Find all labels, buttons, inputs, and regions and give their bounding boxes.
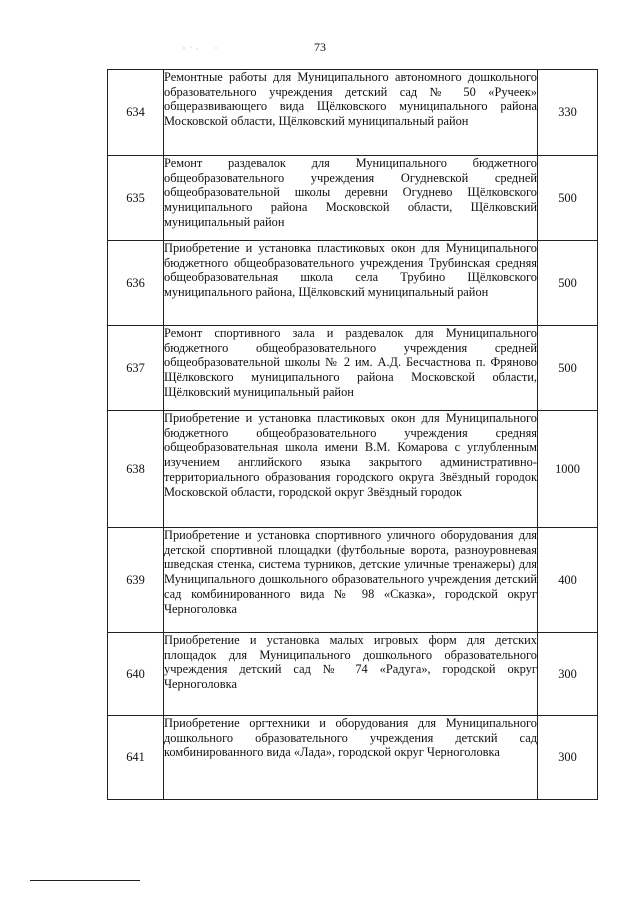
row-description: Ремонт раздевалок для Муниципального бюджетного общеобразовательного учреждения Огудневской средней общеобразовательной школы деревни Огуднево Щёлковского муниципального района Московской области, Щёлковский муниципальный район: [164, 156, 538, 241]
row-description: Ремонтные работы для Муниципального автономного дошкольного образовательного учреждения детский сад № 50 «Ручеек» общеразвивающего вида Щёлковского муниципального района Московской области, Щёлковский муниципальный район: [164, 70, 538, 156]
row-number: 638: [108, 411, 164, 528]
row-description: Приобретение и установка пластиковых окон для Муниципального бюджетного общеобразовательного учреждения Трубинская средняя общеобразовательная школа села Трубино Щёлковского муниципального района, Щёлковский муниципальный район: [164, 241, 538, 326]
row-description: Приобретение и установка пластиковых окон для Муниципального бюджетного общеобразовательного учреждения средняя общеобразовательная школа имени В.М. Комарова с углубленным изучением английского языка закрытого административно-территориального образования городского округа Звёздный городок Московской области, городской округ Звёздный городок: [164, 411, 538, 528]
table-row: [108, 716, 598, 800]
page-number: 73: [314, 40, 326, 54]
row-number: 641: [108, 716, 164, 800]
row-number: 639: [108, 528, 164, 633]
table-row: [108, 241, 598, 326]
footnote-separator: [30, 880, 140, 881]
table-row: [108, 411, 598, 528]
table-row: [108, 633, 598, 716]
row-number: 640: [108, 633, 164, 716]
row-amount: 400: [538, 528, 598, 633]
row-number: 636: [108, 241, 164, 326]
table-row: [108, 326, 598, 411]
row-number: 637: [108, 326, 164, 411]
row-description: Приобретение оргтехники и оборудования для Муниципального дошкольного образовательного учреждения детский сад комбинированного вида «Лада», городской округ Черноголовка: [164, 716, 538, 800]
row-amount: 330: [538, 70, 598, 156]
row-description: Приобретение и установка малых игровых форм для детских площадок для Муниципального дошкольного образовательного учреждения детский сад № 74 «Радуга», городской округ Черноголовка: [164, 633, 538, 716]
row-amount: 500: [538, 156, 598, 241]
table-row: [108, 156, 598, 241]
row-amount: 300: [538, 633, 598, 716]
table-row: [108, 70, 598, 156]
table-row: [108, 528, 598, 633]
row-description: Ремонт спортивного зала и раздевалок для Муниципального бюджетного общеобразовательного учреждения средней общеобразовательной школы № 2 им. А.Д. Бесчастнова п. Фряново Щёлковского муниципального района Московской области, Щёлковский муниципальный район: [164, 326, 538, 411]
items-table: [107, 69, 598, 800]
row-number: 634: [108, 70, 164, 156]
row-amount: 500: [538, 241, 598, 326]
row-description: Приобретение и установка спортивного уличного оборудования для детской спортивной площадки (футбольные ворота, разноуровневая шведская стенка, система турников, детские уличные тренажеры) для Муниципального дошкольного образовательного учреждения детский сад комбинированного вида № 98 «Сказка», городской округ Черноголовка: [164, 528, 538, 633]
row-amount: 500: [538, 326, 598, 411]
row-amount: 1000: [538, 411, 598, 528]
row-amount: 300: [538, 716, 598, 800]
row-number: 635: [108, 156, 164, 241]
